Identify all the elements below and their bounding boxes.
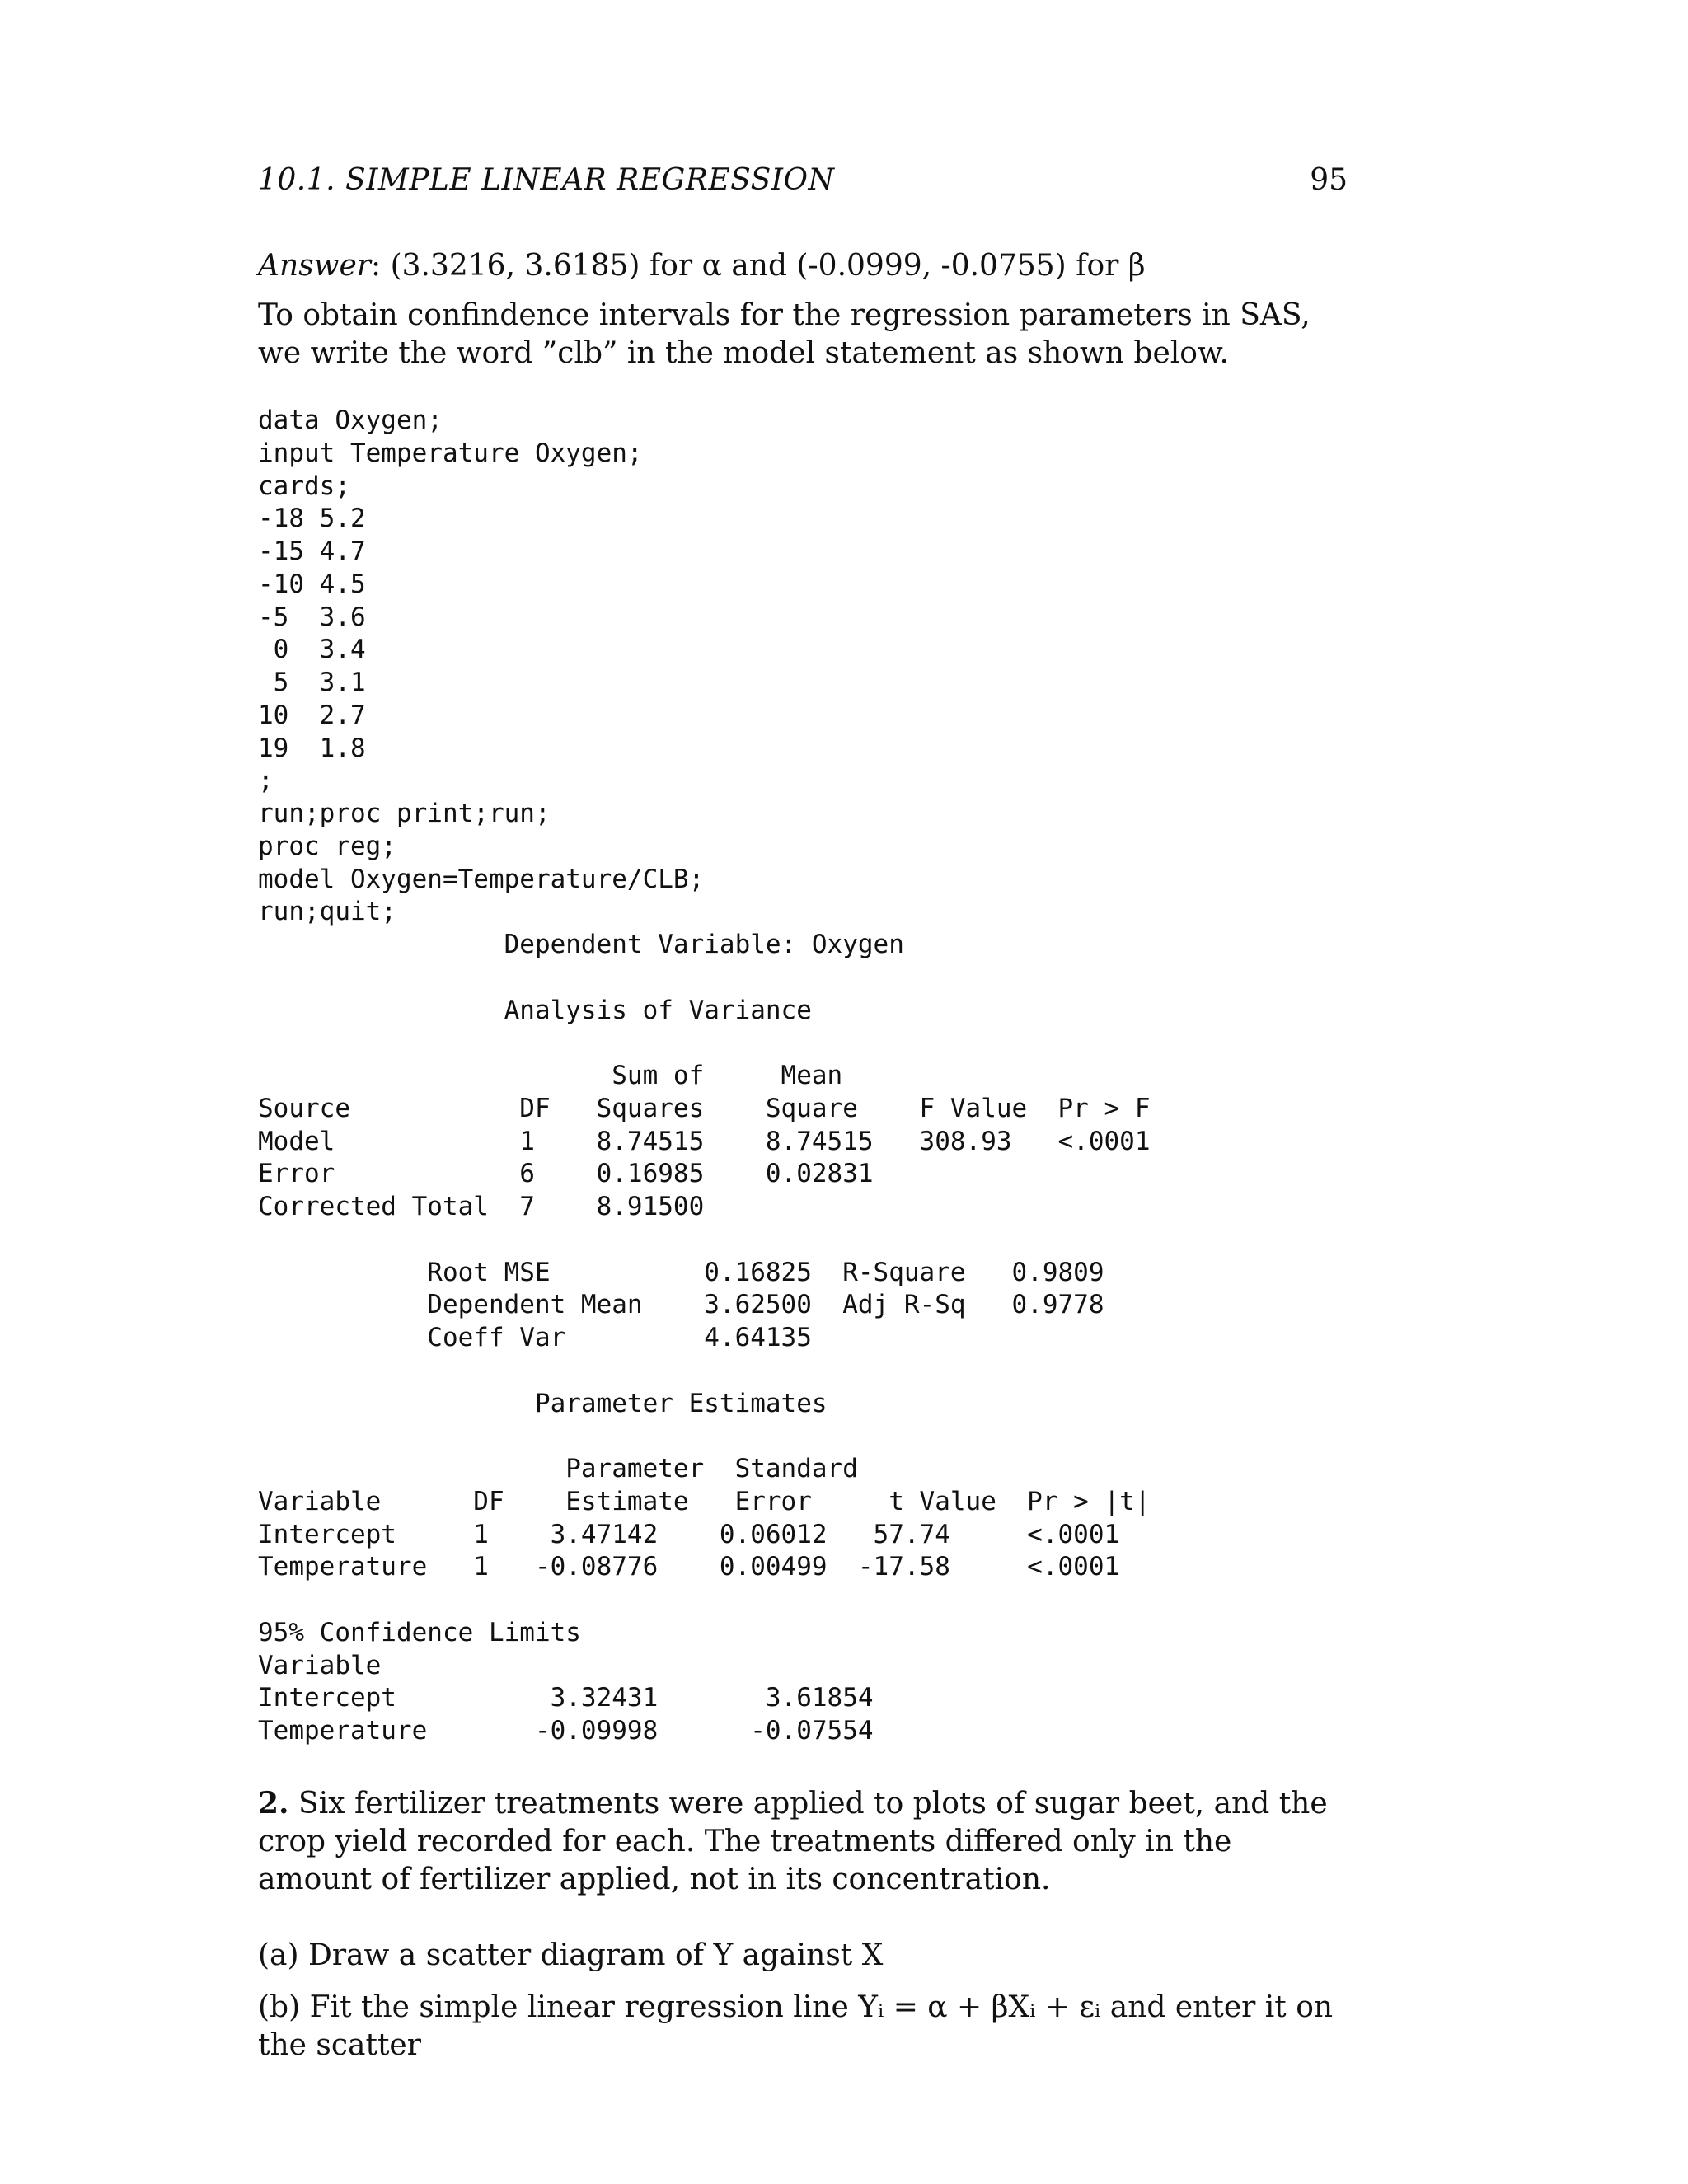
- code-line: Variable DF Estimate Error t Value Pr > |t|: [258, 1486, 1151, 1516]
- code-line: proc reg;: [258, 831, 396, 861]
- code-line: 19 1.8: [258, 733, 366, 763]
- code-line: Model 1 8.74515 8.74515 308.93 <.0001: [258, 1126, 1151, 1156]
- sas-code-listing: [258, 404, 1346, 1772]
- running-header: [258, 163, 1348, 204]
- problem-text: Six fertilizer treatments were applied to plots of sugar beet, and the crop yield recorded for each. The treatments differed only in the amount of fertilizer applied, not in its concentration.: [258, 1787, 1328, 1896]
- code-line: model Oxygen=Temperature/CLB;: [258, 864, 705, 894]
- code-line: ;: [258, 766, 274, 796]
- page-header-title: 10.1. SIMPLE LINEAR REGRESSION: [258, 163, 835, 197]
- code-line: -15 4.7: [258, 537, 366, 566]
- intro-paragraph: To obtain confindence intervals for the regression parameters in SAS, we write the word ”clb” in the model statement as shown below.: [258, 298, 1311, 370]
- answer-label: Answer: [258, 249, 371, 283]
- problem-part-a: (a) Draw a scatter diagram of Y against X: [258, 1938, 884, 1972]
- code-line: Dependent Variable: Oxygen: [258, 930, 904, 959]
- code-line: Temperature -0.09998 -0.07554: [258, 1716, 874, 1746]
- code-line: -10 4.5: [258, 569, 366, 599]
- code-line: Source DF Squares Square F Value Pr > F: [258, 1093, 1151, 1123]
- code-line: input Temperature Oxygen;: [258, 438, 643, 468]
- code-line: -5 3.6: [258, 602, 366, 632]
- code-line: Parameter Standard: [258, 1454, 858, 1483]
- code-line: -18 5.2: [258, 504, 366, 534]
- code-line: Root MSE 0.16825 R-Square 0.9809: [258, 1257, 1104, 1287]
- code-line: Corrected Total 7 8.91500: [258, 1192, 705, 1221]
- code-line: 95% Confidence Limits: [258, 1617, 581, 1647]
- problem-2-paragraph: [258, 1784, 1348, 1899]
- code-line: run;proc print;run;: [258, 799, 551, 828]
- code-line: Variable: [258, 1650, 382, 1680]
- code-line: Intercept 1 3.47142 0.06012 57.74 <.0001: [258, 1519, 1120, 1549]
- code-line: Coeff Var 4.64135: [258, 1323, 812, 1352]
- problem-number: 2.: [258, 1786, 289, 1821]
- code-line: 0 3.4: [258, 635, 366, 665]
- answer-line: [258, 247, 1348, 285]
- code-line: Sum of Mean: [258, 1061, 843, 1090]
- code-line: data Oxygen;: [258, 405, 443, 435]
- code-line: 5 3.1: [258, 668, 366, 697]
- code-line: Dependent Mean 3.62500 Adj R-Sq 0.9778: [258, 1290, 1104, 1320]
- problem-part-b: (b) Fit the simple linear regression line Yᵢ = α + βXᵢ + εᵢ and enter it on the scatter: [258, 1990, 1334, 2062]
- code-line: Intercept 3.32431 3.61854: [258, 1683, 874, 1713]
- code-line: Error 6 0.16985 0.02831: [258, 1159, 874, 1189]
- code-line: run;quit;: [258, 897, 396, 927]
- code-line: 10 2.7: [258, 700, 366, 730]
- answer-text: : (3.3216, 3.6185) for α and (-0.0999, -0.0755) for β: [371, 249, 1146, 283]
- page-number: 95: [1310, 163, 1348, 197]
- code-line: Analysis of Variance: [258, 995, 812, 1025]
- code-line: Temperature 1 -0.08776 0.00499 -17.58 <.0001: [258, 1552, 1120, 1582]
- code-line: Parameter Estimates: [258, 1388, 828, 1418]
- code-line: cards;: [258, 471, 350, 501]
